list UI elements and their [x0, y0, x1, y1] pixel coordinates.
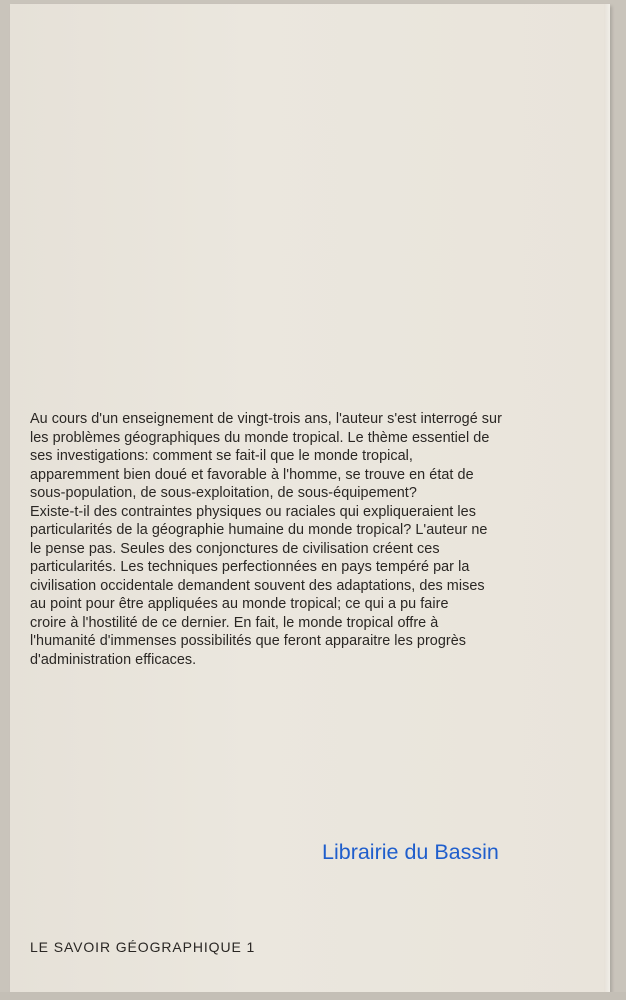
series-title: LE SAVOIR GÉOGRAPHIQUE 1: [30, 939, 256, 955]
cover-edge: [604, 4, 610, 992]
blurb-text: Au cours d'un enseignement de vingt-trois ans, l'auteur s'est interrogé sur les problèmes géographiques du monde tropical. Le thème essentiel de ses investigations: comment se fait-il que le monde tropical, apparemment bien doué et favorable à l'homme, se trouve en état de sous-population, de sous-exploitation, de sous-équipement? Existe-t-il des contraintes physiques ou raciales qui expliqueraient les particularités de la géographie humaine du monde tropical? L'auteur ne le pense pas. Seules des conjonctures de civilisation créent ces particularités. Les techniques perfectionnées en pays tempéré par la civilisation occidentale demandent souvent des adaptations, des mises au point pour être appliquées au monde tropical; ce qui a pu faire croire à l'hostilité de ce dernier. En fait, le monde tropical offre à l'humanité d'immenses possibilités que feront apparaitre les progrès d'administration efficaces.: [30, 411, 502, 668]
background-strip: [0, 992, 626, 1000]
seller-stamp: Librairie du Bassin: [322, 840, 499, 864]
